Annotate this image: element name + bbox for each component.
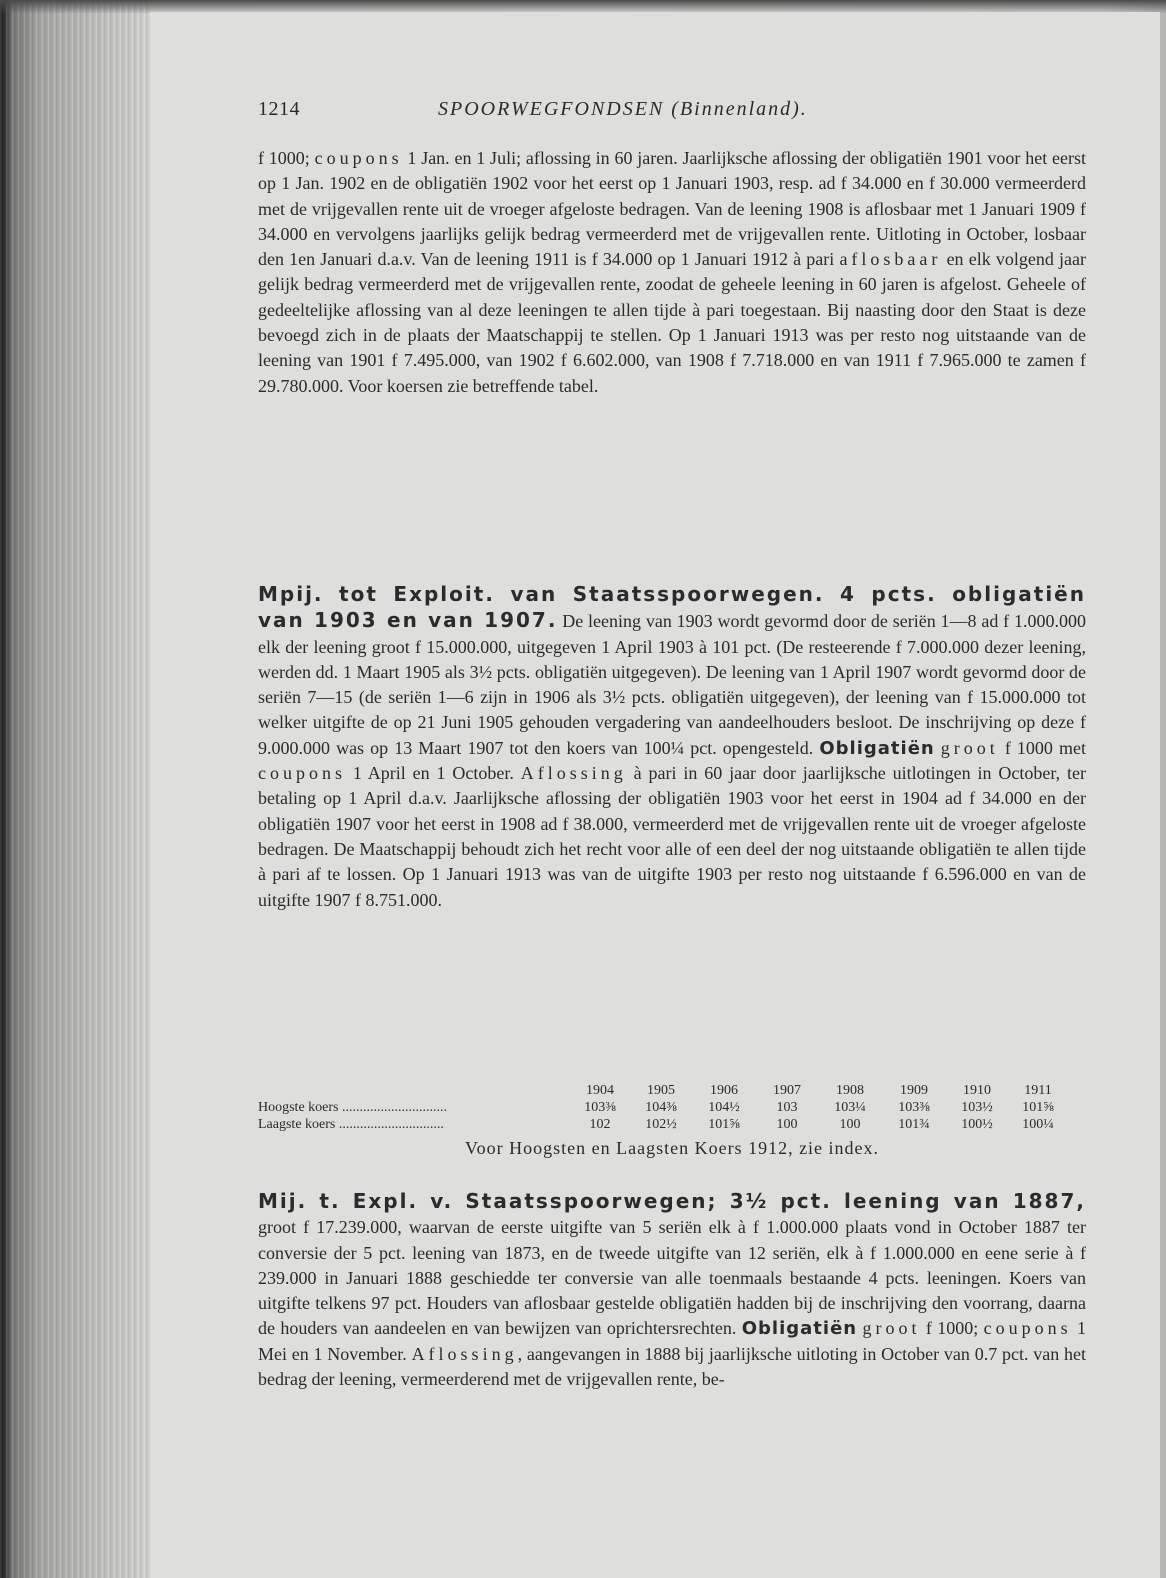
row-label: Laagste koers .............................. <box>258 1117 444 1132</box>
value-cell: 100 <box>839 1117 861 1132</box>
value-cell: 101⅝ <box>1022 1100 1054 1115</box>
year-cell: 1908 <box>836 1083 864 1098</box>
text-run: f 1000; <box>920 1318 984 1339</box>
spaced-term: coupons <box>314 148 403 168</box>
value-cell: 101⅝ <box>708 1117 740 1132</box>
spaced-term: coupons <box>258 763 346 784</box>
entry-staatsspoorwegen-1887 <box>258 1189 1086 1392</box>
entry-heading: Mpij. tot Exploit. van Staatsspoorwegen. 4 pcts. obligatiën van 1903 en van 1907. <box>258 582 1086 633</box>
bold-term: Obligatiën <box>741 1318 858 1340</box>
text-run: groot f 17.239.000, waarvan de eerste uitgifte van 5 seriën elk à f 1.000.000 plaats vond in October 1887 ter conversie der 5 pct. leening van 1873, en de tweede uitgifte van 12 seriën, elk à f 1.000.000 en eene serie à f 239.000 in Januari 1888 geschiedde ter conversie van alle toenmaals bestaande 4 pcts. leeningen. Koers van uitgifte telkens 97 pct. Houders van aflosbaar gestelde obligatiën hadden bij de inschrijving den voorrang, daarna de houders van aandeelen en van bewijzen van oprichtersrechten. <box>258 1217 1086 1339</box>
value-cell: 101¾ <box>898 1117 930 1132</box>
text-run: De leening van 1903 wordt gevormd door de seriën 1—8 ad f 1.000.000 elk der leening groot f 15.000.000, uitgegeven 1 April 1903 à 101 pct. (De resteerende f 7.000.000 dezer leening, werden dd. 1 Maart 1905 als 3½ pcts. obligatiën uitgegeven). De leening van 1 April 1907 wordt gevormd door de seriën 7—15 (de seriën 1—6 zijn in 1906 als 3½ pcts. obligatiën uitgegeven), der leening van f 15.000.000 tot welker uitgifte de op 21 Juni 1905 gehouden vergadering van aandeelhouders besloot. De inschrijving op deze f 9.000.000 was op 13 Maart 1907 tot den koers van 100¼ pct. opengesteld. <box>258 611 1086 758</box>
table-note: Voor Hoogsten en Laagsten Koers 1912, zie index. <box>464 1138 880 1158</box>
text-run: 1 April en 1 October. <box>346 763 521 784</box>
value-cell: 103⅜ <box>584 1100 616 1115</box>
text-run: 1 Mei en 1 November. <box>258 1318 1087 1364</box>
year-cell: 1910 <box>963 1083 991 1098</box>
text-run: à pari in 60 jaar door jaarlijksche uitlotingen in October, ter betaling op 1 April d.a.v. Jaarlijksche aflossing der obligatiën 1903 voor het eerst in 1904 ad f 34.000 en der obligatiën 1907 voor het eerst in 1908 ad f 38.000, vermeerderd met de vrijgevallen rente uit de vroeger afgeloste bedragen. De Maatschappij behoudt zich het recht voor alle of een deel der nog uitstaande obligatiën te allen tijde à pari af te lossen. Op 1 Januari 1913 was van de uitgifte 1903 per resto nog uitstaande f 6.596.000 en van de uitgifte 1907 f 8.751.000. <box>258 763 1086 910</box>
text-run: 1 Jan. en 1 Juli; aflossing in 60 jaren. Jaarlijksche aflossing der obligatiën 1901 voor het eerst op 1 Jan. 1902 en de obligatiën 1902 voor het eerst op 1 Januari 1903, resp. ad f 34.000 en f 30.000 vermeerderd met de vrijgevallen rente uit de vroeger afgeloste bedragen. Van de leening 1908 is aflosbaar met 1 Januari 1909 f 34.000 en vervolgens jaarlijks gelijk bedrag vermeerderd met de vrijgevallen rente. Uitloting in October, losbaar den 1en Januari d.a.v. Van de leening 1911 is f 34.000 op 1 Januari 1912 à pari <box>258 148 1086 270</box>
year-cell: 1905 <box>647 1083 675 1098</box>
value-cell: 100¼ <box>1022 1117 1054 1132</box>
value-cell: 103¼ <box>834 1100 866 1115</box>
entry-heading: Mij. t. Expl. v. Staatsspoorwegen; 3½ pct. leening van 1887, <box>258 1189 1086 1213</box>
page-number: 1214 <box>258 98 300 120</box>
spaced-term: groot <box>940 737 999 758</box>
price-table <box>258 1082 1086 1158</box>
value-cell: 100½ <box>961 1117 993 1132</box>
value-cell: 104½ <box>708 1100 740 1115</box>
row-label: Hoogste koers .............................. <box>258 1100 447 1115</box>
value-cell: 100 <box>776 1117 798 1132</box>
table-row <box>258 1116 1086 1133</box>
year-cell: 1907 <box>773 1083 801 1098</box>
value-cell: 102 <box>589 1117 611 1132</box>
page-header <box>258 98 938 130</box>
paragraph-continued <box>258 146 1086 399</box>
table-header-row <box>258 1082 1086 1099</box>
spaced-term: coupons <box>983 1318 1072 1339</box>
spaced-term: Aflossing <box>520 763 627 784</box>
book-edge <box>0 0 150 1578</box>
spaced-term: Aflossing <box>411 1343 518 1364</box>
text-run: en elk volgend jaar gelijk bedrag vermeerderd met de vrijgevallen rente, zoodat de geheele leening in 60 jaren is afgelost. Geheele of gedeeltelijke aflossing van al deze leeningen te allen tijde à pari toegestaan. Bij naasting door den Staat is deze bevoegd zich in de plaats der Maatschappij te stellen. Op 1 Januari 1913 was per resto nog uitstaande van de leening van 1901 f 7.495.000, van 1902 f 6.602.000, van 1908 f 7.718.000 en van 1911 f 7.965.000 te zamen f 29.780.000. Voor koersen zie betreffende tabel. <box>258 249 1086 396</box>
table-row <box>258 1099 1086 1116</box>
year-cell: 1904 <box>586 1083 614 1098</box>
value-cell: 104⅜ <box>645 1100 677 1115</box>
value-cell: 103⅜ <box>898 1100 930 1115</box>
entry-staatsspoorwegen-1903-1907 <box>258 582 1086 913</box>
spaced-term: aflosbaar <box>839 249 942 270</box>
value-cell: 103 <box>776 1100 798 1115</box>
bold-term: Obligatiën <box>819 737 935 759</box>
year-cell: 1911 <box>1024 1083 1052 1098</box>
text-run: f 1000 met <box>998 737 1087 758</box>
year-cell: 1909 <box>900 1083 928 1098</box>
text-run: f 1000; <box>258 148 315 168</box>
running-title: SPOORWEGFONDSEN (Binnenland). <box>438 98 808 120</box>
text-run: , aangevangen in 1888 bij jaarlijksche uitloting in October van 0.7 pct. van het bedrag der leening, vermeerderend met de vrijgevallen rente, be- <box>258 1343 1086 1390</box>
value-cell: 103½ <box>961 1100 993 1115</box>
year-cell: 1906 <box>710 1083 738 1098</box>
spaced-term: groot <box>862 1318 921 1339</box>
value-cell: 102½ <box>645 1117 677 1132</box>
